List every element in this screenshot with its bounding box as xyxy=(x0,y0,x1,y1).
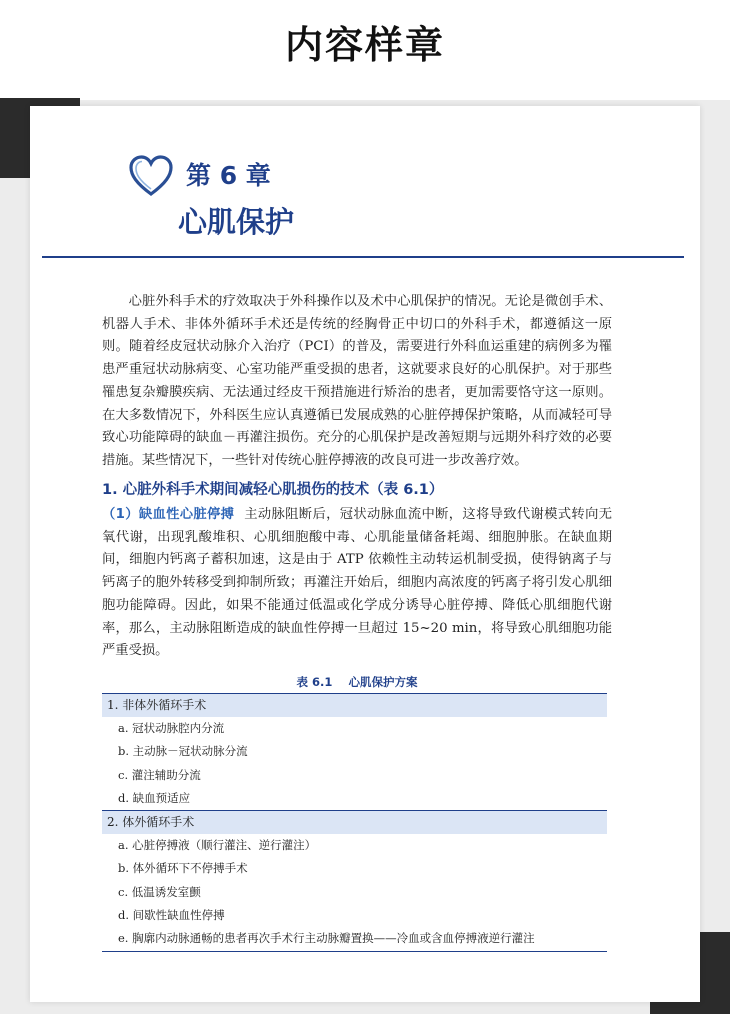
section-paragraph xyxy=(102,504,612,663)
chapter-divider xyxy=(42,256,684,258)
table-row: e. 胸廓内动脉通畅的患者再次手术行主动脉瓣置换——冷血或含血停搏液逆行灌注 xyxy=(118,931,535,946)
chapter-number: 第 6 章 xyxy=(186,161,271,190)
table-row: b. 主动脉－冠状动脉分流 xyxy=(118,744,248,759)
table-caption-title: 心肌保护方案 xyxy=(348,675,418,689)
book-page xyxy=(30,106,700,1002)
subsection-heading: （1）缺血性心脏停搏 xyxy=(102,507,235,522)
banner-title: 内容样章 xyxy=(284,23,445,67)
heart-icon xyxy=(128,154,174,200)
table-row: c. 灌注辅助分流 xyxy=(118,767,201,782)
table-row: b. 体外循环下不停搏手术 xyxy=(118,861,248,876)
table-caption-number: 表 6.1 xyxy=(296,675,333,689)
table-row: c. 低温诱发室颤 xyxy=(118,884,201,899)
table-caption xyxy=(102,674,612,690)
table-row: d. 缺血预适应 xyxy=(118,790,191,805)
section-heading: 1. 心脏外科手术期间减轻心肌损伤的技术（表 6.1） xyxy=(102,482,444,498)
table-group-header: 1. 非体外循环手术 xyxy=(102,693,607,717)
table-row: d. 间歇性缺血性停搏 xyxy=(118,908,225,923)
intro-paragraph: 心脏外科手术的疗效取决于外科操作以及术中心肌保护的情况。无论是微创手术、机器人手术、非体外循环手术还是传统的经胸骨正中切口的外科手术，都遵循这一原则。随着经皮冠状动脉介入治疗（PCI）的普及，需要进行外科血运重建的病例多为罹患严重冠状动脉病变、心室功能严重受损的患者，这就要求良好的心肌保护。对于那些罹患复杂瓣膜疾病、无法通过经皮干预措施进行矫治的患者，更加需要恪守这一原则。在大多数情况下，外科医生应认真遵循已发展成熟的心脏停搏保护策略，从而减轻可导致心功能障碍的缺血－再灌注损伤。充分的心肌保护是改善短期与远期外科疗效的必要措施。某些情况下，一些针对传统心脏停搏液的改良可进一步改善疗效。 xyxy=(102,294,612,468)
section-body-text: 主动脉阻断后，冠状动脉血流中断，这将导致代谢模式转向无氧代谢，出现乳酸堆积、心肌细胞酸中毒、心肌能量储备耗竭、细胞肿胀。在缺血期间，细胞内钙离子蓄积加速，这是由于 ATP 依赖性主动转运机制受损，使得钠离子与钙离子的胞外转移受到抑制所致；再灌注开始后，细胞内高浓度的钙离子将引发心肌细胞功能障碍。因此，如果不能通过低温或化学成分诱导心脏停搏、降低心肌细胞代谢率，那么，主动脉阻断造成的缺血性停搏一旦超过 15~20 min，将导致心肌细胞功能严重受损。 xyxy=(102,507,612,659)
table-group-header: 2. 体外循环手术 xyxy=(102,810,607,834)
header-band xyxy=(0,0,730,100)
myocardial-protection-table xyxy=(102,693,607,952)
chapter-title: 心肌保护 xyxy=(178,205,295,239)
table-row: a. 心脏停搏液（顺行灌注、逆行灌注） xyxy=(118,838,317,853)
table-row: a. 冠状动脉腔内分流 xyxy=(118,721,225,735)
